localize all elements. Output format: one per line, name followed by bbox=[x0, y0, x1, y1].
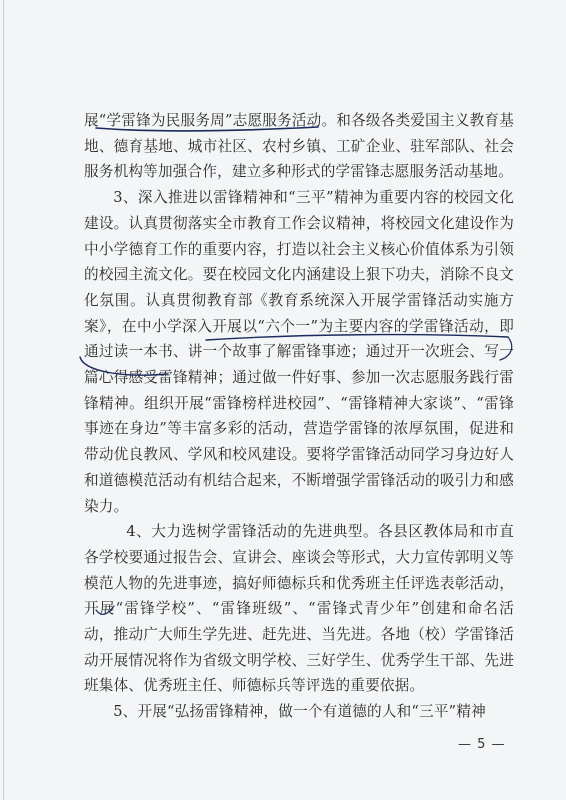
paragraph-item-5: 5、开展“弘扬雷锋精神，做一个有道德的人和“三平”精神 bbox=[113, 703, 486, 721]
page-number: — 5 — bbox=[458, 737, 506, 752]
paragraph-continuation: 展“学雷锋为民服务周”志愿服务活动。和各级各类爱国主义教育基地、德育基地、城市社区、农村乡镇、工矿企业、驻军部队、社会服务机构等加强合作，建立多种形式的学雷锋志愿服务活动基地。 bbox=[84, 112, 514, 181]
paragraph-item-3: 3、深入推进以雷锋精神和“三平”精神为重要内容的校园文化建设。认真贯彻落实全市教育工作会议精神，将校园文化建设作为中小学德育工作的重要内容，打造以社会主义核心价值体系为引领的校园主流文化。要在校园文化内涵建设上狠下功夫，消除不良文化氛围。认真贯彻教育部《教育系统深入开展学雷锋活动实施方案》，在中小学深入开展以“六个一”为主要内容的学雷锋活动，即通过读一本书、讲一个故事了解雷锋事迹；通过开一次班会、写一篇心得感受雷锋精神；通过做一件好事、参加一次志愿服务践行雷锋精神。组织开展“雷锋榜样进校园”、“雷锋精神大家谈”、“雷锋事迹在身边”等丰富多彩的活动，营造学雷锋的浓厚氛围，促进和带动优良教风、学风和校风建设。要将学雷锋活动同学习身边好人和道德模范活动有机结合起来，不断增强学雷锋活动的吸引力和感染力。 bbox=[84, 189, 514, 515]
document-body bbox=[84, 108, 514, 725]
scan-edge-line bbox=[3, 0, 4, 800]
paragraph-item-4: 4、大力选树学雷锋活动的先进典型。各县区教体局和市直各学校要通过报告会、宣讲会、座谈会等形式，大力宣传郭明义等模范人物的先进事迹，搞好师德标兵和优秀班主任评选表彰活动，开展“雷锋学校”、“雷锋班级”、“雷锋式青少年”创建和命名活动，推动广大师生学先进、赶先进、当先进。各地（校）学雷锋活动开展情况将作为省级文明学校、三好学生、优秀学生干部、先进班集体、优秀班主任、师德标兵等评选的重要依据。 bbox=[84, 523, 514, 695]
